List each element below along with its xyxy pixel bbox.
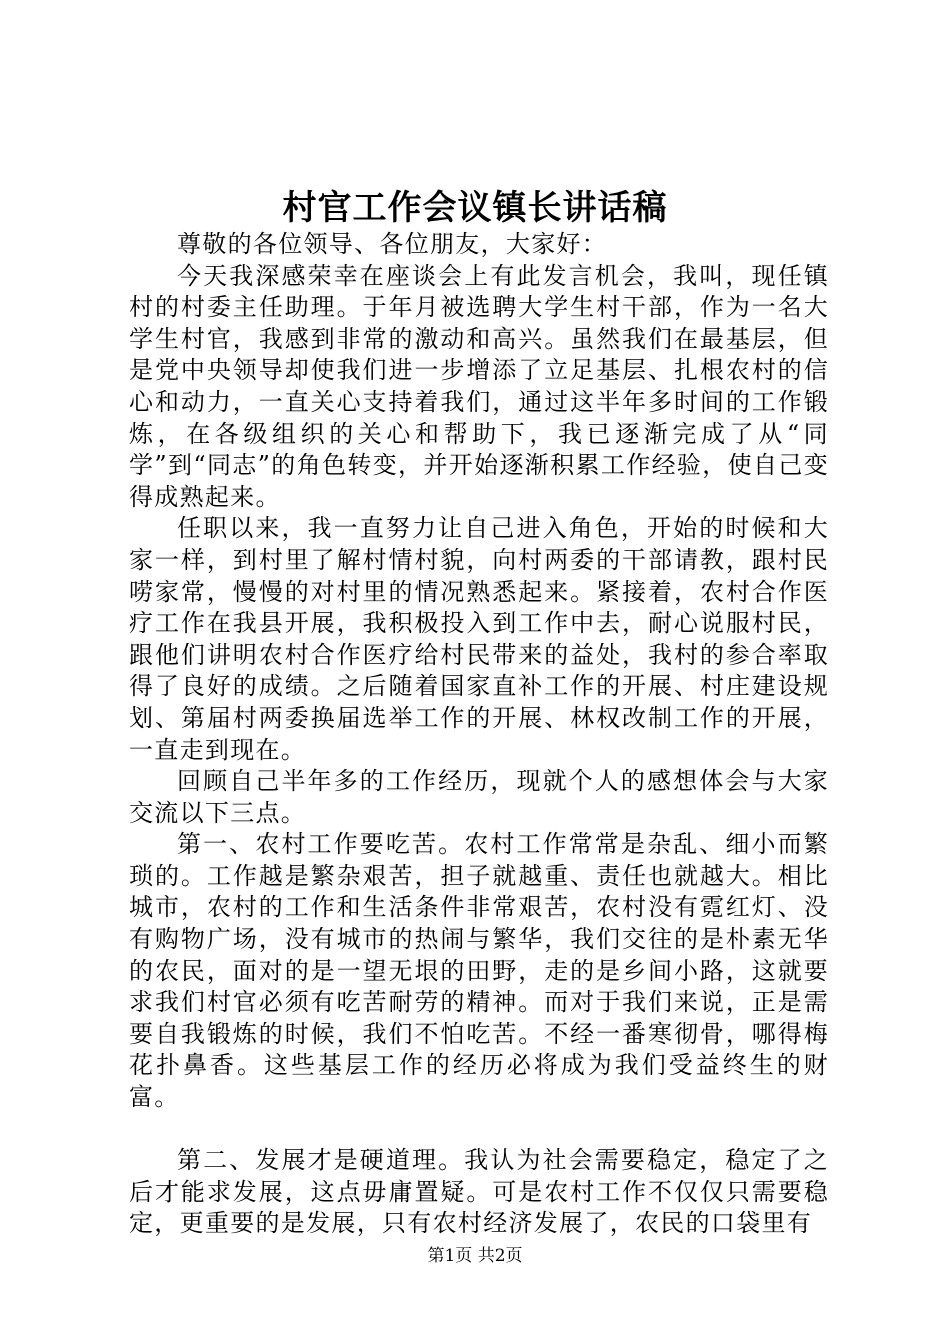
paragraph-review: 回顾自己半年多的工作经历，现就个人的感想体会与大家交流以下三点。 bbox=[129, 767, 829, 827]
document-title: 村官工作会议镇长讲话稿 bbox=[282, 188, 668, 228]
paragraph-point-one: 第一、农村工作要吃苦。农村工作常常是杂乱、细小而繁琐的。工作越是繁杂艰苦，担子就越重、责任也就越大。相比城市，农村的工作和生活条件非常艰苦，农村没有霓红灯、没有购物广场，没有城市的热闹与繁华，我们交往的是朴素无华的农民，面对的是一望无垠的田野，走的是乡间小路，这就要求我们村官必须有吃苦耐劳的精神。而对于我们来说，正是需要自我锻炼的时候，我们不怕吃苦。不经一番寒彻骨，哪得梅花扑鼻香。这些基层工作的经历必将成为我们受益终生的财富。 bbox=[129, 830, 829, 1112]
paragraph-point-two: 第二、发展才是硬道理。我认为社会需要稳定，稳定了之后才能求发展，这点毋庸置疑。可是农村工作不仅仅只需要稳定，更重要的是发展，只有农村经济发展了，农民的口袋里有 bbox=[129, 1146, 829, 1238]
paragraph-greeting: 尊敬的各位领导、各位朋友，大家好： bbox=[177, 230, 608, 258]
page-number: 第1页 共2页 bbox=[427, 1246, 523, 1266]
paragraph-work-experience: 任职以来，我一直努力让自己进入角色，开始的时候和大家一样，到村里了解村情村貌，向村两委的干部请教，跟村民唠家常，慢慢的对村里的情况熟悉起来。紧接着，农村合作医疗工作在我县开展，我积极投入到工作中去，耐心说服村民，跟他们讲明农村合作医疗给村民带来的益处，我村的参合率取得了良好的成绩。之后随着国家直补工作的开展、村庄建设规划、第届村两委换届选举工作的开展、林权改制工作的开展，一直走到现在。 bbox=[129, 514, 829, 764]
document-body bbox=[129, 229, 829, 1240]
paragraph-introduction: 今天我深感荣幸在座谈会上有此发言机会，我叫，现任镇村的村委主任助理。于年月被选聘大学生村干部，作为一名大学生村官，我感到非常的激动和高兴。虽然我们在最基层，但是党中央领导却使我们进一步增添了立足基层、扎根农村的信心和动力，一直关心支持着我们，通过这半年多时间的工作锻炼，在各级组织的关心和帮助下，我已逐渐完成了从“同学”到“同志”的角色转变，并开始逐渐积累工作经验，使自己变得成熟起来。 bbox=[129, 261, 829, 511]
